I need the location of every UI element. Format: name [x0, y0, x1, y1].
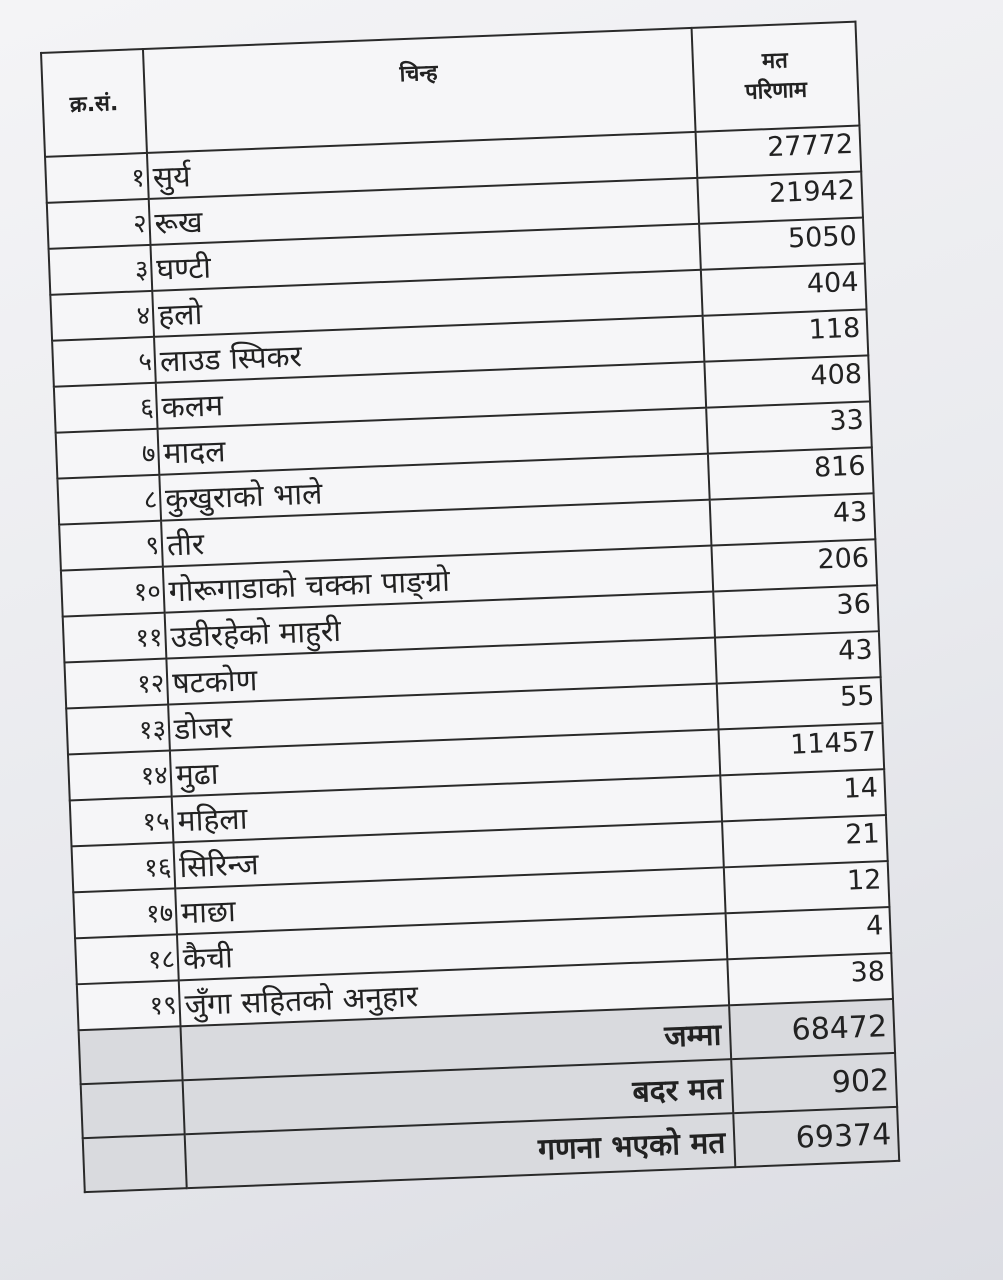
row-vote-count: 14 — [720, 769, 886, 821]
row-vote-count: 206 — [711, 539, 877, 591]
row-serial-number: ७ — [56, 429, 160, 479]
row-serial-number: १४ — [68, 751, 172, 801]
row-serial-number: १८ — [75, 934, 179, 984]
row-symbol-name: महिला — [172, 775, 722, 842]
header-result-line1: मत — [761, 48, 789, 75]
total-row-value: 69374 — [733, 1107, 899, 1167]
row-vote-count: 12 — [724, 861, 890, 913]
row-symbol-name: सुर्य — [147, 132, 697, 199]
row-symbol-name: षटकोण — [166, 638, 716, 705]
row-serial-number: १९ — [77, 980, 181, 1030]
row-serial-number: ३ — [49, 245, 153, 295]
row-serial-number: ४ — [50, 291, 154, 341]
row-vote-count: 816 — [708, 447, 874, 499]
total-row-blank-cell — [83, 1134, 187, 1192]
row-serial-number: १२ — [64, 659, 168, 709]
row-serial-number: ८ — [57, 475, 161, 525]
row-vote-count: 43 — [715, 631, 881, 683]
row-vote-count: 36 — [713, 585, 879, 637]
total-row-label: गणना भएको मत — [185, 1113, 736, 1188]
row-serial-number: ११ — [63, 613, 167, 663]
row-vote-count: 27772 — [696, 126, 862, 178]
row-symbol-name: घण्टी — [150, 224, 700, 291]
row-serial-number: १० — [61, 567, 165, 617]
table-body — [45, 126, 899, 1193]
row-symbol-name: उडीरहेको माहुरी — [165, 592, 715, 659]
row-vote-count: 408 — [704, 355, 870, 407]
row-symbol-name: रूख — [149, 178, 699, 245]
row-symbol-name: डोजर — [168, 683, 718, 750]
row-serial-number: १५ — [70, 796, 174, 846]
results-table-wrapper — [40, 21, 900, 1194]
row-symbol-name: कुखुराको भाले — [159, 454, 709, 521]
row-vote-count: 11457 — [719, 723, 885, 775]
row-symbol-name: कलम — [156, 362, 706, 429]
row-vote-count: 43 — [710, 493, 876, 545]
row-vote-count: 21 — [722, 815, 888, 867]
row-symbol-name: मुढा — [170, 729, 720, 796]
total-row-label: बदर मत — [183, 1059, 734, 1134]
row-symbol-name: लाउड स्पिकर — [154, 316, 704, 383]
header-result-line2: परिणाम — [744, 77, 808, 105]
total-row-label: जम्मा — [181, 1005, 732, 1080]
row-serial-number: ६ — [54, 383, 158, 433]
row-vote-count: 55 — [717, 677, 883, 729]
row-serial-number: १३ — [66, 705, 170, 755]
row-symbol-name: हलो — [152, 270, 702, 337]
row-serial-number: १ — [45, 153, 149, 203]
header-serial-number: क्र.सं. — [41, 49, 147, 157]
row-vote-count: 5050 — [699, 218, 865, 270]
row-serial-number: १७ — [73, 888, 177, 938]
total-row-blank-cell — [81, 1080, 185, 1138]
row-vote-count: 33 — [706, 401, 872, 453]
total-row-blank-cell — [79, 1026, 183, 1084]
row-vote-count: 21942 — [697, 172, 863, 224]
row-serial-number: २ — [47, 199, 151, 249]
row-vote-count: 404 — [701, 263, 867, 315]
total-row-value: 902 — [731, 1053, 897, 1113]
row-symbol-name: गोरूगाडाको चक्का पाङ्ग्रो — [163, 546, 713, 613]
row-serial-number: १६ — [72, 842, 176, 892]
row-vote-count: 4 — [726, 907, 892, 959]
row-vote-count: 38 — [727, 953, 893, 1005]
row-serial-number: ५ — [52, 337, 156, 387]
row-symbol-name: तीर — [161, 500, 711, 567]
row-symbol-name: मादल — [158, 408, 708, 475]
row-symbol-name: माछा — [175, 867, 725, 934]
row-symbol-name: कैची — [177, 913, 727, 980]
row-symbol-name: सिरिन्ज — [173, 821, 723, 888]
total-row-value: 68472 — [729, 999, 895, 1059]
header-vote-result — [692, 22, 860, 132]
row-serial-number: ९ — [59, 521, 163, 571]
row-vote-count: 118 — [703, 309, 869, 361]
header-symbol: चिन्ह — [143, 28, 696, 153]
election-results-table — [40, 21, 900, 1194]
row-symbol-name: जुँगा सहितको अनुहार — [179, 959, 729, 1026]
